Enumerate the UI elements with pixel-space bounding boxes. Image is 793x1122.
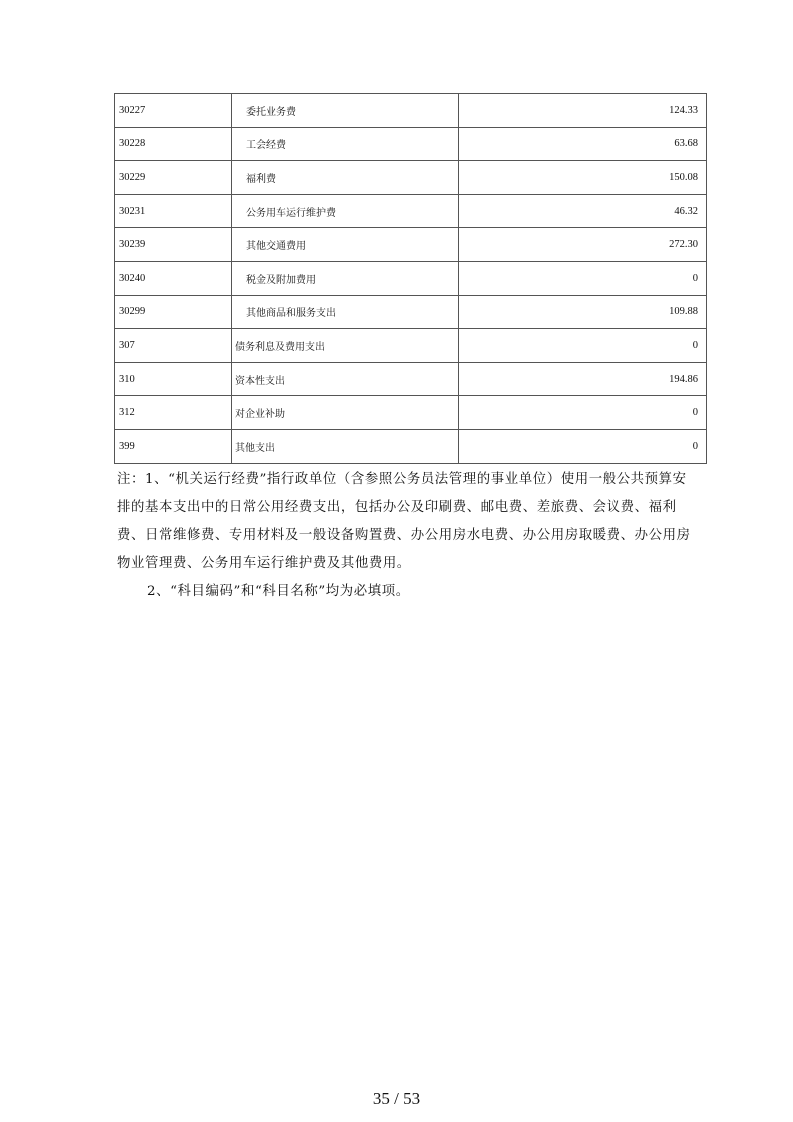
note-1: 注：1、“机关运行经费”指行政单位（含参照公务员法管理的事业单位）使用一般公共预算安排的基本支出中的日常公用经费支出，包括办公及印刷费、邮电费、差旅费、会议费、福利费、日常维修费、专用材料及一般设备购置费、办公用房水电费、办公用房取暖费、办公用房物业管理费、公务用车运行维护费及其他费用。	[117, 472, 691, 571]
table-row	[115, 228, 707, 262]
subject-name: 债务利息及费用支出	[232, 329, 459, 363]
table-row	[115, 194, 707, 228]
amount: 272.30	[459, 228, 707, 262]
subject-code: 312	[115, 396, 232, 430]
amount: 63.68	[459, 127, 707, 161]
subject-code: 399	[115, 429, 232, 463]
table-row	[115, 161, 707, 195]
amount: 194.86	[459, 362, 707, 396]
amount: 0	[459, 396, 707, 430]
subject-name: 其他支出	[232, 429, 459, 463]
subject-code: 310	[115, 362, 232, 396]
amount: 0	[459, 429, 707, 463]
subject-code: 30227	[115, 94, 232, 128]
amount: 150.08	[459, 161, 707, 195]
budget-table-body	[115, 94, 707, 464]
subject-name: 税金及附加费用	[232, 261, 459, 295]
subject-code: 30231	[115, 194, 232, 228]
subject-code: 307	[115, 329, 232, 363]
subject-code: 30240	[115, 261, 232, 295]
table-row	[115, 94, 707, 128]
table-row	[115, 261, 707, 295]
subject-code: 30228	[115, 127, 232, 161]
table-row	[115, 362, 707, 396]
subject-code: 30239	[115, 228, 232, 262]
budget-table	[114, 93, 707, 464]
note-2: 2、“科目编码”和“科目名称”均为必填项。	[147, 584, 410, 599]
subject-name: 福利费	[232, 161, 459, 195]
subject-name: 其他交通费用	[232, 228, 459, 262]
table-row	[115, 295, 707, 329]
table-row	[115, 329, 707, 363]
amount: 109.88	[459, 295, 707, 329]
subject-name: 委托业务费	[232, 94, 459, 128]
amount: 46.32	[459, 194, 707, 228]
subject-name: 资本性支出	[232, 362, 459, 396]
amount: 0	[459, 261, 707, 295]
amount: 0	[459, 329, 707, 363]
subject-code: 30229	[115, 161, 232, 195]
subject-code: 30299	[115, 295, 232, 329]
subject-name: 公务用车运行维护费	[232, 194, 459, 228]
table-row	[115, 429, 707, 463]
table-row	[115, 396, 707, 430]
table-row	[115, 127, 707, 161]
table-notes	[117, 466, 697, 606]
page-number: 35 / 53	[372, 1089, 421, 1108]
subject-name: 其他商品和服务支出	[232, 295, 459, 329]
subject-name: 工会经费	[232, 127, 459, 161]
amount: 124.33	[459, 94, 707, 128]
subject-name: 对企业补助	[232, 396, 459, 430]
